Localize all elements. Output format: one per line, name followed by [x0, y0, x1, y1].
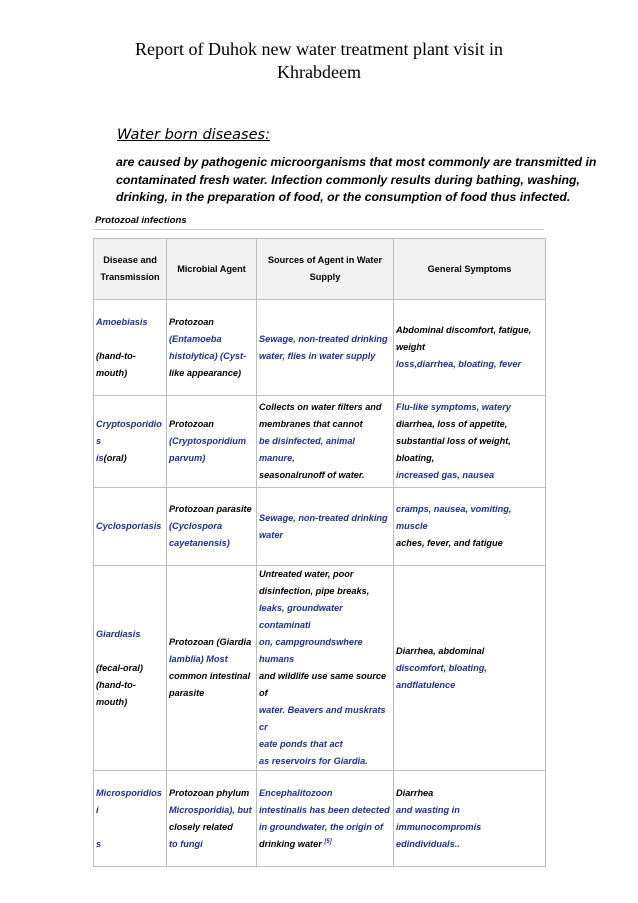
symptoms-cell: Diarrhea and wasting in immunocompromis edindividuals..: [394, 771, 546, 867]
table-header-row: [94, 239, 546, 300]
symptoms-cell: cramps, nausea, vomiting, muscle aches, fever, and fatigue: [394, 488, 546, 566]
intro-line: are caused by pathogenic microorganisms that most commonly are transmitted in: [116, 155, 597, 169]
disease-cell: Amoebiasis (hand-to-mouth): [94, 300, 167, 396]
intro-line: drinking, in the preparation of food, or the consumption of food thus infected.: [116, 190, 571, 204]
disease-cell: Cryptosporidios is(oral): [94, 396, 167, 488]
column-header-sources: Sources of Agent in Water Supply: [257, 239, 394, 300]
sources-cell: Untreated water, poor disinfection, pipe breaks, leaks, groundwater contaminati on, campgroundswhere humans and wildlife use same source of water. Beavers and muskrats cr eate ponds that act as reservoirs for Giardia.: [257, 566, 394, 771]
disease-link[interactable]: Cyclosporiasis: [96, 521, 162, 531]
caption-divider: [93, 229, 544, 230]
column-header-disease: Disease and Transmission: [94, 239, 167, 300]
sources-cell: Encephalitozoon intestinalis has been detected in groundwater, the origin of drinking water [5]: [257, 771, 394, 867]
agent-cell: Protozoan (Cryptosporidium parvum): [167, 396, 257, 488]
disease-link[interactable]: Giardiasis: [96, 628, 141, 639]
report-title-line-1: Report of Duhok new water treatment plant visit in: [135, 39, 503, 59]
disease-link[interactable]: Cryptosporidios: [96, 419, 162, 446]
table-row: [94, 396, 546, 488]
agent-cell: Protozoan parasite (Cyclospora cayetanensis): [167, 488, 257, 566]
column-header-symptoms: General Symptoms: [394, 239, 546, 300]
symptoms-cell: Flu-like symptoms, watery diarrhea, loss of appetite, substantial loss of weight, bloating, increased gas, nausea: [394, 396, 546, 488]
intro-paragraph: [116, 154, 597, 207]
agent-cell: Protozoan (Entamoeba histolytica) (Cyst- like appearance): [167, 300, 257, 396]
citation-link[interactable]: [5]: [324, 838, 332, 845]
table-caption: Protozoal infections: [95, 215, 187, 226]
agent-cell: Protozoan phylum Microsporidia), but closely related to fungi: [167, 771, 257, 867]
table-row: [94, 566, 546, 771]
disease-link[interactable]: Microsporidiosi: [96, 787, 162, 815]
protozoal-infections-table: [93, 238, 546, 867]
table-row: [94, 771, 546, 867]
table-row: [94, 488, 546, 566]
table-row: [94, 300, 546, 396]
disease-cell: Giardiasis (fecal-oral) (hand-to-mouth): [94, 566, 167, 771]
intro-line: contaminated fresh water. Infection commonly results during bathing, washing,: [116, 172, 580, 187]
sources-cell: Sewage, non-treated drinking water: [257, 488, 394, 566]
report-title-line-2: Khrabdeem: [277, 62, 361, 82]
report-title: [0, 38, 638, 84]
sources-cell: Sewage, non-treated drinking water, flies in water supply: [257, 300, 394, 396]
symptoms-cell: Diarrhea, abdominal discomfort, bloating, andflatulence: [394, 566, 546, 771]
disease-cell: [94, 488, 167, 566]
sources-cell: Collects on water filters and membranes that cannot be disinfected, animal manure, seasonalrunoff of water.: [257, 396, 394, 488]
section-heading: Water born diseases:: [117, 127, 270, 143]
column-header-agent: Microbial Agent: [167, 239, 257, 300]
disease-cell: Microsporidiosi s: [94, 771, 167, 867]
disease-link[interactable]: Amoebiasis: [96, 316, 148, 327]
agent-cell: Protozoan (Giardia lamblia) Most common intestinal parasite: [167, 566, 257, 771]
symptoms-cell: Abdominal discomfort, fatigue, weight loss,diarrhea, bloating, fever: [394, 300, 546, 396]
